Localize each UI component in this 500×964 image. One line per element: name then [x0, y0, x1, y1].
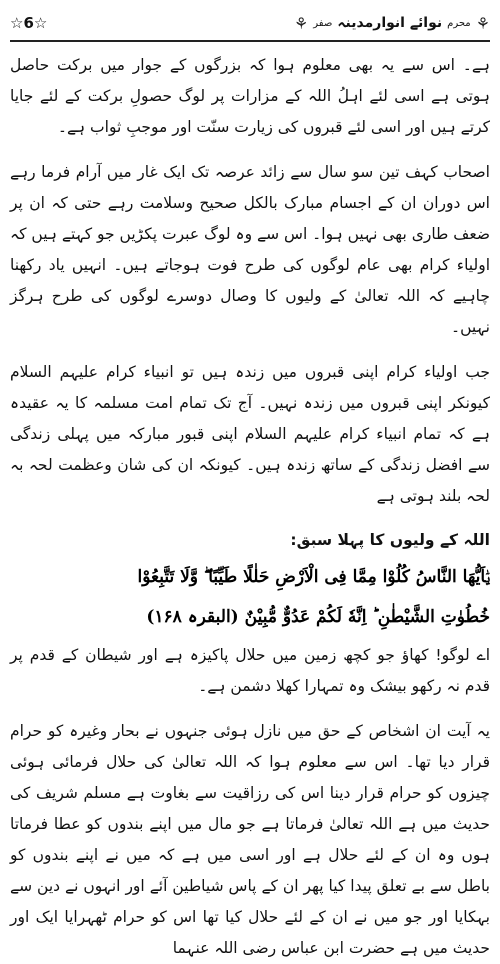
header-month: محرم [447, 17, 471, 29]
magazine-title-block [294, 14, 490, 33]
header-month-right: صفر [313, 17, 333, 29]
paragraph-blessing: ہے۔ اس سے یہ بھی معلوم ہوا کہ بزرگوں کے جوار میں برکت حاصل ہوتی ہے اسی لئے اہلُ اللہ کے مزارات پر لوگ حصولِ برکت کے لئے جایا کرتے ہیں اور اسی لئے قبروں کی زیارت سنّت اور موجبِ ثواب ہے۔ [10, 56, 490, 136]
flower-ornament-icon: ⚘ [293, 13, 309, 33]
verse-translation: اے لوگو! کھاؤ جو کچھ زمین میں حلال پاکیزہ ہے اور شیطان کے قدم پر قدم نہ رکھو بیشک وہ تمہارا کھلا دشمن ہے۔ [10, 646, 490, 695]
magazine-title: نوائے انوارمدینہ [337, 15, 443, 31]
page-header [10, 6, 490, 42]
paragraph-explanation: یہ آیت ان اشخاص کے حق میں نازل ہوئی جنہوں نے بحار وغیرہ کو حرام قرار دیا تھا۔ اس سے معلوم ہوا کہ اللہ تعالیٰ کی حلال فرمائی ہوئی چیزوں کو حرام قرار دینا اس کی رزاقیت سے بغاوت ہے مسلم شریف کی حدیث میں ہے اللہ تعالیٰ فرماتا ہے جو مال میں اپنے بندوں کو عطا فرماتا ہوں وہ ان کے لئے حلال ہے اور اسی میں ہے کہ میں نے اپنے بندوں کو باطل سے بے تعلق پیدا کیا پھر ان کے پاس شیاطین آئے اور انہوں نے دین سے بہکایا اور جو میں نے ان کے لئے حلال کیا تھا اس کو حرام ٹھہرایا ایک اور حدیث میں ہے حضرت ابن عباس رضی اللہ عنہما [10, 722, 490, 957]
article-body [10, 50, 490, 964]
flower-ornament-icon: ⚘ [475, 13, 490, 33]
paragraph-prophets-alive: جب اولیاء کرام اپنی قبروں میں زندہ ہیں تو انبیاء کرام علیہم السلام کیونکر اپنی قبروں میں زندہ نہیں۔ آج تک تمام امت مسلمہ کا یہ عقیدہ ہے کہ تمام انبیاء کرام علیہم السلام اپنی قبور مبارکہ میں پہلی زندگی سے افضل زندگی کے ساتھ زندہ ہیں۔ کیونکہ ان کی شان وعظمت لحہ بہ لحہ بلند ہوتی ہے [10, 363, 490, 505]
lesson-heading: اللہ کے ولیوں کا پہلا سبق: [290, 531, 490, 549]
quran-verse-line-1: یٰۤاَیُّهَا النَّاسُ كُلُوْا مِمَّا فِی الْاَرْضِ حَلٰلًا طَیِّبًا ۖ وَّلَا تَتَّبِعُوْا [137, 567, 490, 587]
quran-verse-line-2: خُطُوٰتِ الشَّیْطٰنِ ؕ اِنَّهٗ لَكُمْ عَدُوٌّ مُّبِیْنٌ (البقرہ ۱۶۸) [146, 607, 490, 627]
page-number: ☆6☆ [10, 14, 48, 32]
paragraph-ashab-kahf: اصحاب کہف تین سو سال سے زائد عرصہ تک ایک غار میں آرام فرما رہے اس دوران ان کے اجسام مبارک بالکل صحیح وسلامت رہے حتی کہ ان پر ضعف طاری بھی نہیں ہوا۔ اس سے وہ لوگ عبرت پکڑیں جو کہتے ہیں کہ اولیاء کرام بھی عام لوگوں کی طرح فوت ہوجاتے ہیں۔ انہیں یاد رکھنا چاہیے کہ اللہ تعالیٰ کے ولیوں کا وصال دوسرے لوگوں کی طرح ہرگز نہیں۔ [10, 163, 490, 336]
